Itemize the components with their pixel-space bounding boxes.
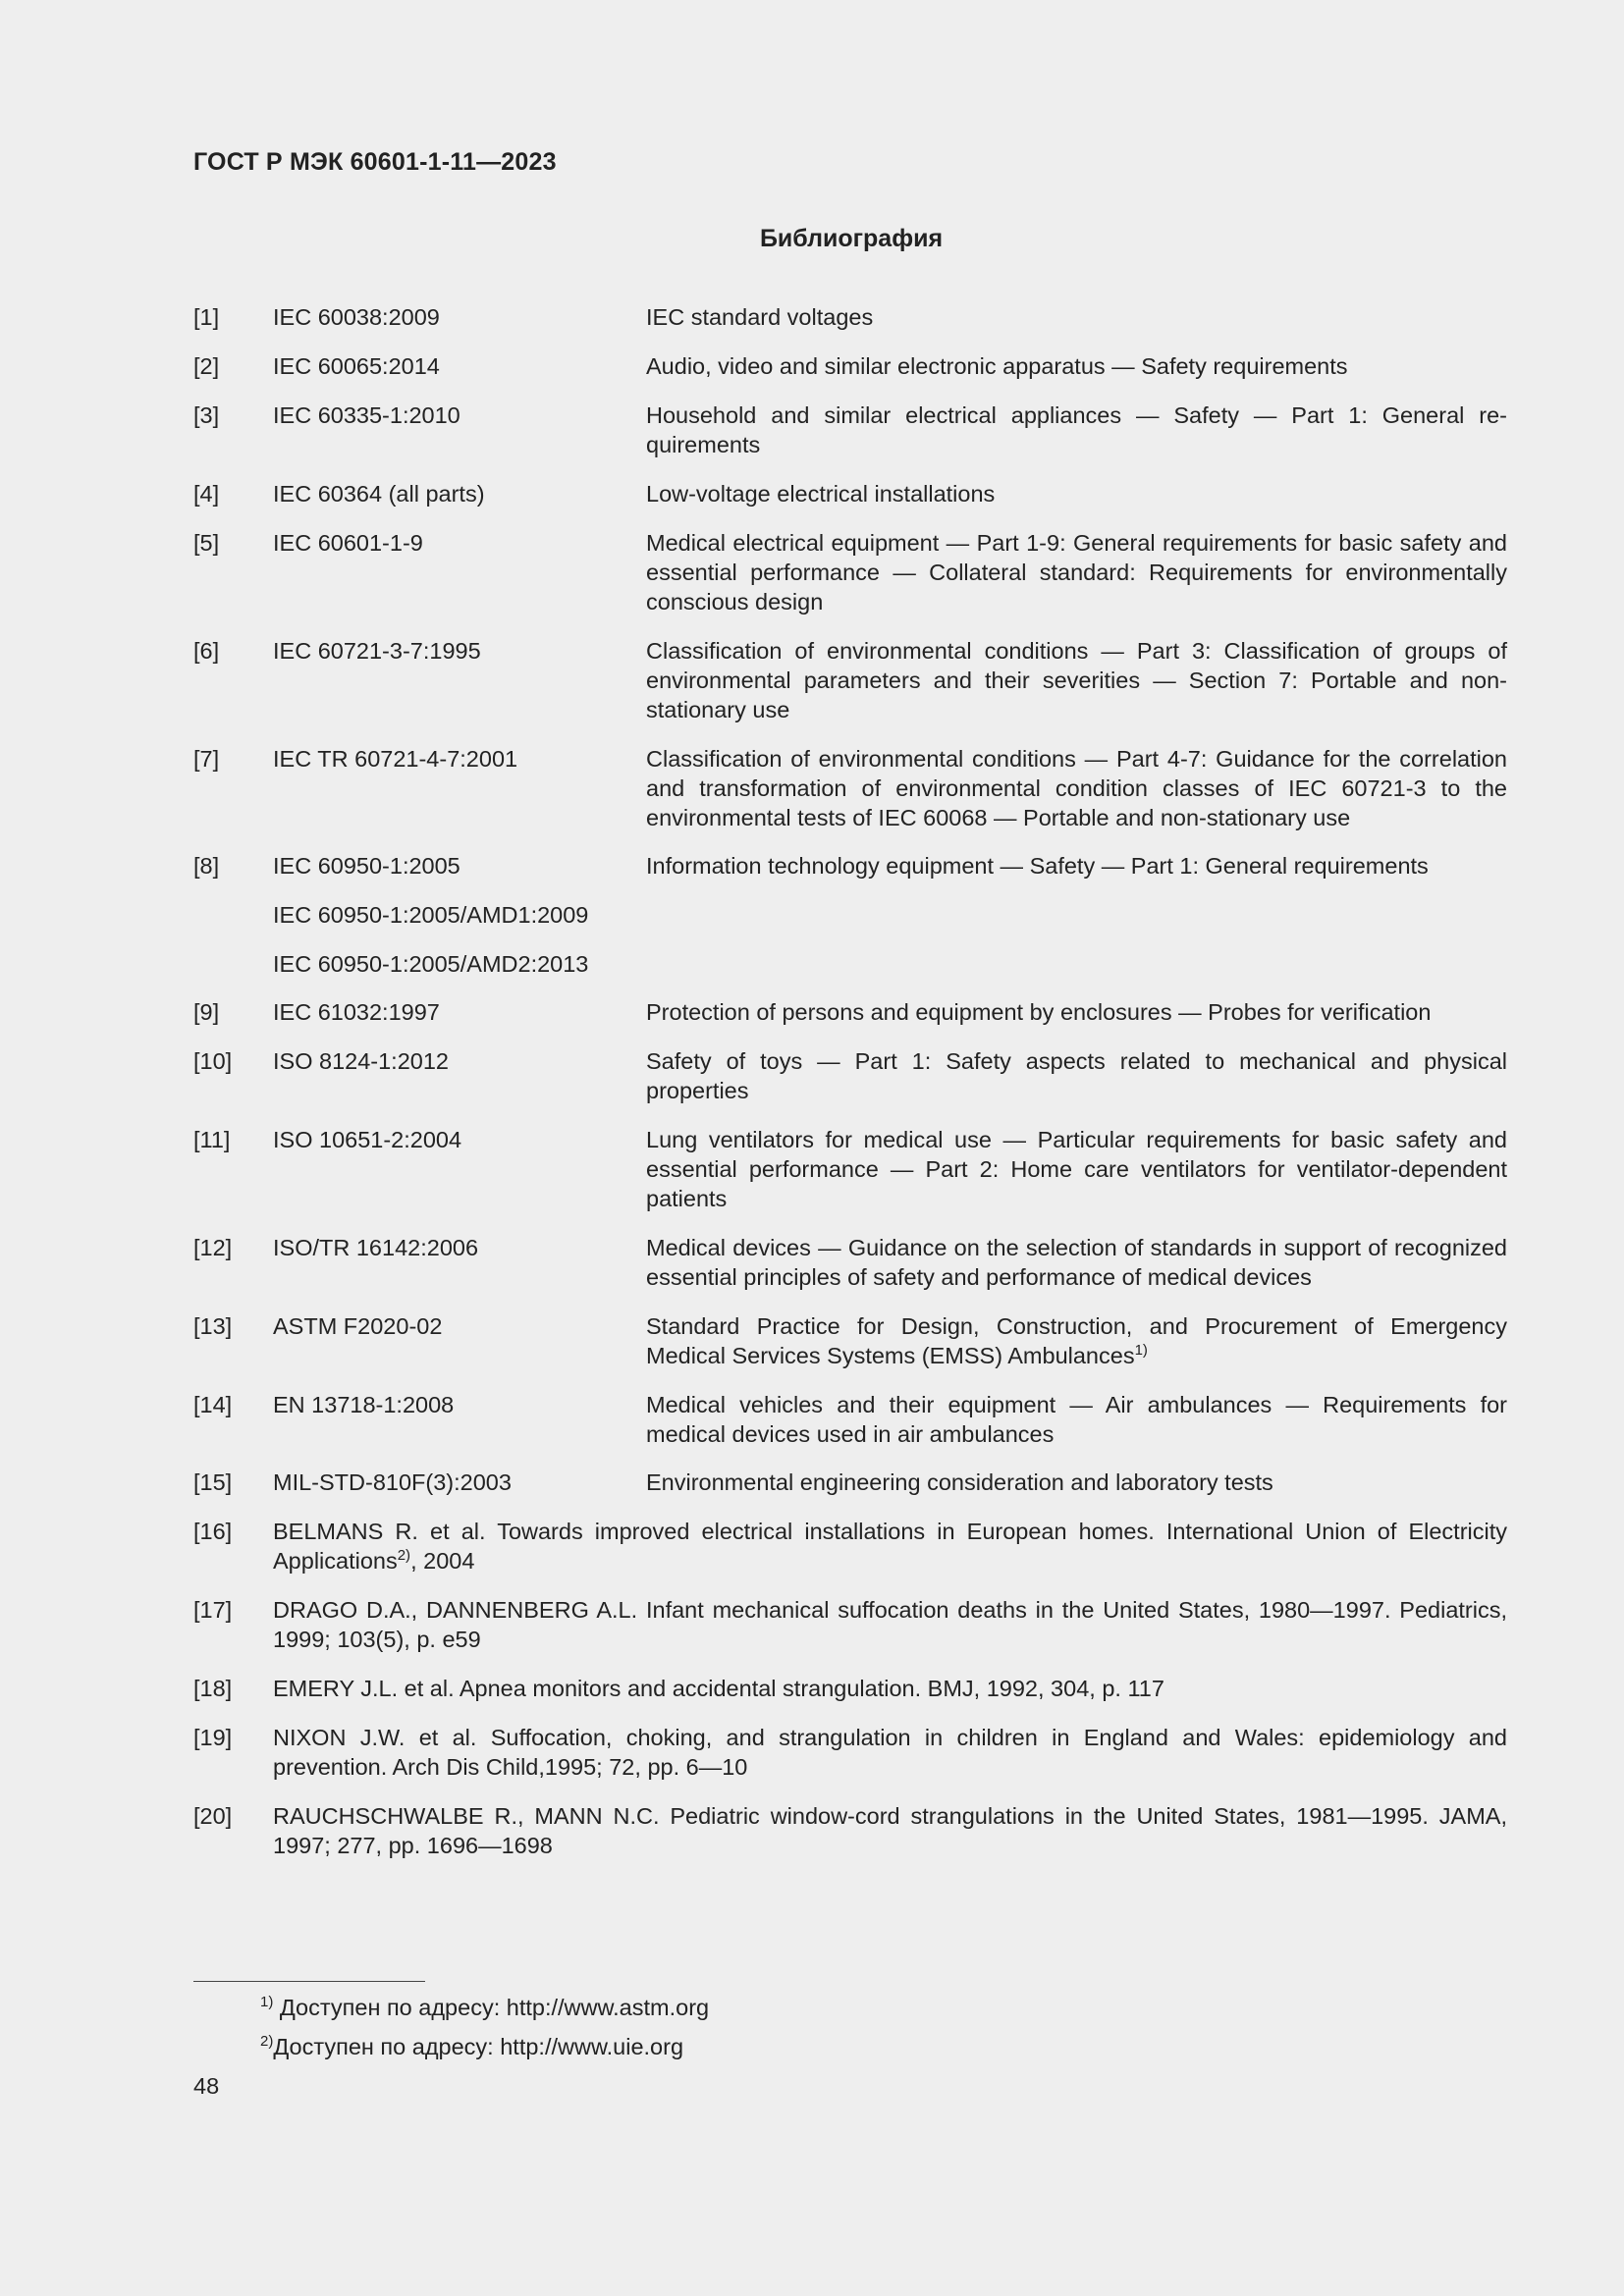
entry-text: DRAGO D.A., DANNENBERG A.L. Infant mechanical suffocation deaths in the United States, 1980—1997. Pediatrics, 1999; 103(5), p. e59 — [273, 1597, 1507, 1652]
entry-code: IEC 60065:2014 — [273, 353, 440, 379]
entry-code: IEC 60601-1-9 — [273, 530, 423, 556]
entry-text — [273, 1517, 1507, 1575]
entry-code: IEC 60038:2009 — [273, 304, 440, 330]
document-header: ГОСТ Р МЭК 60601-1-11—2023 — [193, 148, 557, 176]
entry-title: Protection of persons and equipment by enclosures — Probes for verification — [646, 999, 1432, 1025]
entry-text: RAUCHSCHWALBE R., MANN N.C. Pediatric window-cord strangulations in the United States, 1981—1995. JAMA, 1997; 277, pp. 1696—1698 — [273, 1803, 1507, 1858]
entry-number: [19] — [193, 1725, 233, 1750]
entry-number: [7] — [193, 746, 220, 772]
entry-number: [5] — [193, 530, 220, 556]
entry-code: IEC 60364 (all parts) — [273, 481, 485, 507]
footnote — [260, 1993, 709, 2022]
footnote-mark: 1) — [260, 1994, 274, 2010]
entry-text: EMERY J.L. et al. Apnea monitors and accidental strangulation. BMJ, 1992, 304, p. 117 — [273, 1676, 1164, 1701]
entry-text-tail: , 2004 — [410, 1548, 475, 1574]
footnote-ref: 2) — [397, 1547, 411, 1564]
entry-number: [8] — [193, 853, 220, 879]
entry-text-body: BELMANS R. et al. Towards improved electrical installations in European homes. International Union of Electricity Applications — [273, 1519, 1507, 1574]
entry-title: Medical devices — Guidance on the selection of standards in support of recognized essential principles of safety and performance of medical devices — [646, 1235, 1507, 1290]
entry-code: ISO 8124-1:2012 — [273, 1048, 449, 1074]
bibliography-title: Библиография — [759, 225, 944, 252]
entry-code: MIL-STD-810F(3):2003 — [273, 1469, 512, 1495]
entry-number: [12] — [193, 1235, 233, 1260]
entry-title: Medical vehicles and their equipment — Air ambulances — Requirements for medical devices used in air ambulances — [646, 1392, 1507, 1447]
entry-title: Safety of toys — Part 1: Safety aspects related to mechanical and physical properties — [646, 1048, 1507, 1103]
footnote-separator — [193, 1981, 425, 1982]
entry-number: [18] — [193, 1676, 233, 1701]
entry-number: [1] — [193, 304, 220, 330]
entry-code: IEC 60335-1:2010 — [273, 402, 460, 428]
entry-number: [17] — [193, 1597, 233, 1623]
entry-title: Medical electrical equipment — Part 1-9: General requirements for basic safety and essential performance — Collateral standard: Requirements for environmentally conscious design — [646, 530, 1507, 614]
entry-title: Environmental engineering consideration and laboratory tests — [646, 1469, 1273, 1495]
entry-title: Household and similar electrical appliances — Safety — Part 1: General requirements — [646, 402, 1507, 457]
entry-title: Classification of environmental conditions — Part 3: Classification of groups of environmental parameters and their severities — Section 7: Portable and non-stationary use — [646, 638, 1507, 722]
entry-code: IEC 61032:1997 — [273, 999, 440, 1025]
footnote — [260, 2032, 683, 2061]
entry-title: Information technology equipment — Safety — Part 1: General requirements — [646, 853, 1429, 879]
entry-number: [3] — [193, 402, 220, 428]
page-number: 48 — [193, 2073, 220, 2099]
entry-title: Low-voltage electrical installations — [646, 481, 996, 507]
entry-code: EN 13718-1:2008 — [273, 1392, 455, 1417]
entry-title: Lung ventilators for medical use — Particular requirements for basic safety and essential performance — Part 2: Home care ventilators for ventilator-dependent patients — [646, 1127, 1507, 1211]
entry-number: [2] — [193, 353, 220, 379]
entry-number: [11] — [193, 1127, 231, 1152]
entry-title: Classification of environmental conditions — Part 4-7: Guidance for the correlation and transformation of environmental condition classes of IEC 60721-3 to the environmental tests of IEC 60068 — Portable and non-stationary use — [646, 746, 1507, 830]
footnote-text: Доступен по адресу: http://www.uie.org — [273, 2034, 684, 2059]
entry-title — [646, 1311, 1507, 1370]
entry-number: [20] — [193, 1803, 233, 1829]
entry-number: [16] — [193, 1519, 233, 1544]
entry-title: IEC standard voltages — [646, 304, 874, 330]
entry-title-text: Standard Practice for Design, Construction, and Procurement of Emergency Medical Services Systems (EMSS) Ambulances — [646, 1313, 1507, 1368]
entry-number: [6] — [193, 638, 220, 664]
entry-code: IEC 60721-3-7:1995 — [273, 638, 481, 664]
entry-number: [10] — [193, 1048, 233, 1074]
entry-number: [9] — [193, 999, 220, 1025]
entry-code: IEC TR 60721-4-7:2001 — [273, 746, 518, 772]
entry-code: ISO/TR 16142:2006 — [273, 1235, 479, 1260]
footnote-text: Доступен по адресу: http://www.astm.org — [273, 1995, 710, 2020]
entry-title: Audio, video and similar electronic apparatus — Safety requirements — [646, 353, 1348, 379]
entry-number: [13] — [193, 1313, 233, 1339]
entry-code-amendment: IEC 60950-1:2005/AMD1:2009 — [273, 902, 589, 928]
entry-code: ASTM F2020-02 — [273, 1313, 443, 1339]
footnote-ref: 1) — [1134, 1342, 1148, 1359]
entry-code: IEC 60950-1:2005 — [273, 853, 460, 879]
entry-text: NIXON J.W. et al. Suffocation, choking, and strangulation in children in England and Wales: epidemiology and prevention. Arch Dis Child,1995; 72, pp. 6—10 — [273, 1725, 1507, 1780]
footnote-mark: 2) — [260, 2033, 274, 2050]
entry-code-amendment: IEC 60950-1:2005/AMD2:2013 — [273, 951, 589, 977]
entry-number: [15] — [193, 1469, 233, 1495]
entry-code: ISO 10651-2:2004 — [273, 1127, 462, 1152]
entry-number: [14] — [193, 1392, 233, 1417]
entry-number: [4] — [193, 481, 220, 507]
